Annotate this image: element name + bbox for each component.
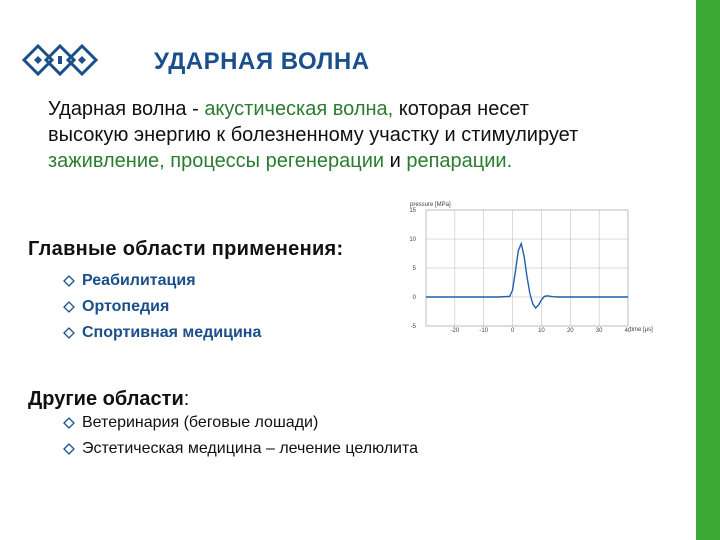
x-tick-label: 20: [566, 328, 574, 334]
y-axis-label: pressure [MPa]: [410, 202, 451, 208]
list-item-label: Эстетическая медицина – лечение целюлита: [82, 440, 419, 457]
list-item: [62, 410, 418, 436]
x-tick-label: -10: [479, 328, 489, 334]
accent-side-bar: [696, 0, 720, 540]
main-areas-list: [62, 268, 261, 346]
other-areas-title-bold: Другие области: [28, 388, 184, 410]
intro-text-1: Ударная волна -: [48, 98, 205, 120]
list-item-label: Реабилитация: [82, 272, 196, 289]
x-tick-labels: [451, 328, 632, 334]
main-areas-title: Главные области применения:: [28, 238, 344, 260]
y-tick-label: 0: [412, 295, 416, 301]
page-title: УДАРНАЯ ВОЛНА: [154, 48, 370, 75]
other-areas-list: [62, 410, 418, 462]
link-reparation: репарации.: [406, 150, 513, 172]
x-axis-label: time [μs]: [630, 327, 653, 333]
diamond-grid-logo-icon: [20, 42, 100, 78]
other-areas-title-colon: :: [183, 388, 190, 410]
diamond-bullet-icon: [62, 320, 76, 346]
diamond-bullet-icon: [62, 436, 76, 462]
link-healing: заживление, процессы регенерации: [48, 150, 385, 172]
list-item: [62, 268, 261, 294]
list-item: [62, 294, 261, 320]
list-item: [62, 320, 261, 346]
link-acoustic-wave: акустическая волна,: [204, 98, 394, 120]
x-tick-label: 0: [510, 328, 515, 334]
y-tick-label: 5: [412, 266, 416, 272]
x-tick-label: 10: [538, 328, 545, 334]
y-tick-label: -5: [410, 324, 416, 330]
list-item-label: Ветеринария (беговые лошади): [82, 414, 319, 431]
y-tick-label: 10: [409, 237, 416, 243]
chart-grid: [426, 210, 628, 326]
diamond-bullet-icon: [62, 268, 76, 294]
list-item: [62, 436, 418, 462]
other-areas-title: [28, 388, 189, 411]
intro-paragraph: [48, 96, 608, 174]
list-item-label: Ортопедия: [82, 298, 170, 315]
diamond-bullet-icon: [62, 410, 76, 436]
diamond-bullet-icon: [62, 294, 76, 320]
y-tick-label: 15: [409, 208, 416, 214]
intro-text-3: и: [384, 150, 407, 172]
pressure-series-line: [426, 244, 628, 308]
y-tick-labels: [409, 208, 416, 330]
x-tick-label: -20: [450, 328, 460, 334]
pressure-wave-chart: [396, 196, 668, 342]
list-item-label: Спортивная медицина: [82, 324, 262, 341]
intro-text-2: которая несет высокую энергию к болезненному участку и стимулирует: [48, 98, 579, 146]
x-tick-label: 40: [624, 328, 632, 334]
x-tick-label: 30: [595, 328, 603, 334]
